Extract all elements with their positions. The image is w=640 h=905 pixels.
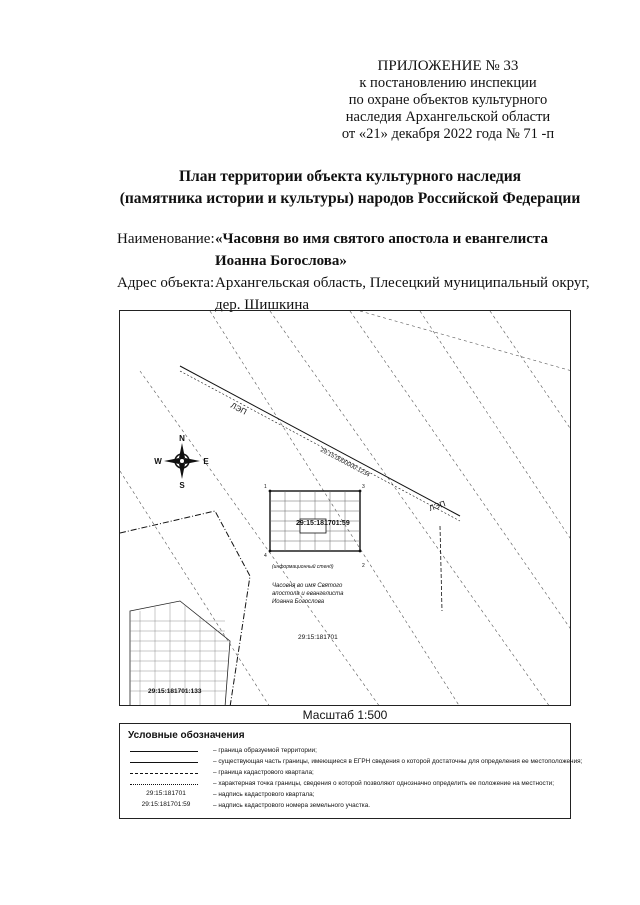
powerline-label-1: ЛЭП	[229, 400, 249, 417]
powerline-code: 29:15:0000000:1234	[319, 447, 371, 479]
legend-symbol-quarter: 29:15:181701	[146, 790, 186, 797]
powerline	[180, 366, 460, 521]
powerline-line	[180, 366, 460, 516]
title-line-2: (памятника истории и культуры) народов Российской Федерации	[119, 190, 581, 207]
appendix-heading: ПРИЛОЖЕНИЕ № 33	[377, 58, 519, 74]
powerline-edge	[180, 371, 460, 521]
point-1: 1	[264, 484, 267, 490]
address-line-2: дер. Шишкина	[215, 297, 309, 313]
legend-symbol-parcel: 29:15:181701:59	[141, 801, 191, 808]
powerline-label-2: ЛЭП	[427, 499, 447, 513]
legend-item-point	[126, 779, 586, 790]
legend-symbol-solid	[126, 746, 206, 756]
legend-text-2: – существующая часть границы, имеющиеся в ЕГРН сведения о которой достаточны для определения ее местоположения;	[213, 758, 583, 765]
point-3: 3	[362, 484, 365, 490]
object-caption-line-1: Часовня во имя Святого	[272, 583, 343, 589]
name-line-2: Иоанна Богослова»	[215, 253, 347, 269]
legend-text-3: – граница кадастрового квартала;	[213, 769, 314, 776]
pole-branch	[440, 526, 442, 611]
legend-text-4: – характерная точка границы, сведения о которой позволяют однозначно определить ее положение на местности;	[213, 780, 555, 787]
quarter-number-label: 29:15:181701	[298, 634, 338, 641]
appendix-line-3: наследия Архангельской области	[345, 109, 551, 125]
compass-s: S	[179, 481, 185, 490]
legend-text-6: – надпись кадастрового номера земельного участка.	[213, 802, 371, 809]
compass-w: W	[154, 457, 162, 466]
legend-symbol-dash	[126, 768, 206, 778]
legend-symbol-thin	[126, 757, 206, 767]
legend-text-5: – надпись кадастрового квартала;	[213, 791, 315, 798]
legend-item-parcel-label	[126, 801, 586, 812]
appendix-line-1: к постановлению инспекции	[359, 75, 537, 91]
name-value	[215, 228, 587, 272]
address-key: Адрес объекта:	[117, 275, 215, 291]
appendix-line-2: по охране объектов культурного	[348, 92, 548, 108]
legend-item-existing-boundary	[126, 757, 586, 768]
title-line-1: План территории объекта культурного наследия	[178, 168, 522, 185]
address-line-1: Архангельская область, Плесецкий муниципальный округ,	[215, 275, 590, 291]
legend-item-quarter-boundary	[126, 768, 586, 779]
map-drawing	[120, 311, 571, 706]
object-caption-line-2: апостола и евангелиста	[272, 591, 344, 597]
legend	[119, 723, 583, 819]
point-2: 2	[362, 563, 365, 569]
object-caption-line-3: Иоанна Богослова	[272, 599, 325, 605]
name-field	[117, 228, 587, 272]
appendix-block	[318, 58, 578, 143]
compass-rose-icon	[164, 443, 200, 479]
territory-map	[119, 310, 571, 706]
legend-title: Условные обозначения	[128, 730, 245, 741]
parcel-133-label: 29:15:181701:133	[148, 688, 202, 695]
document-title	[100, 166, 600, 210]
name-key: Наименование:	[117, 231, 215, 247]
object-fields	[117, 228, 590, 316]
point-4: 4	[264, 553, 267, 559]
legend-symbol-point	[126, 779, 206, 789]
parcel-59-label: 29:15:181701:59	[296, 520, 350, 527]
map-scale: Масштаб 1:500	[302, 708, 388, 722]
appendix-line-4: от «21» декабря 2022 года № 71 -п	[341, 126, 555, 142]
compass-e: E	[203, 457, 209, 466]
legend-item-quarter-label	[126, 790, 586, 801]
compass-n: N	[179, 434, 185, 443]
legend-text-1: – граница образуемой территории;	[213, 747, 317, 754]
sign-label: (информационный стенд)	[272, 564, 334, 570]
name-line-1: «Часовня во имя святого апостола и евангелиста	[215, 231, 548, 247]
legend-item-territory-boundary	[126, 746, 586, 757]
